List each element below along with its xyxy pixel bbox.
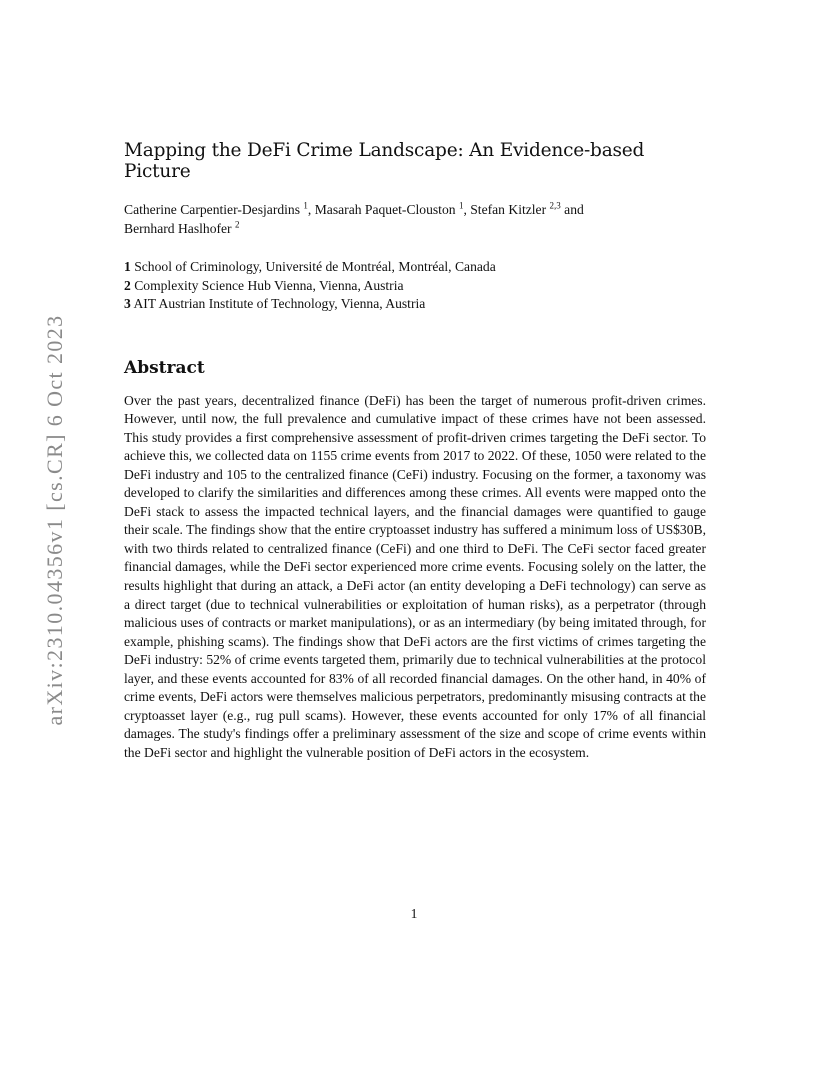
author-separator: ,: [307, 202, 315, 217]
affiliation-number: 3: [124, 296, 131, 311]
page-number: 1: [410, 906, 418, 921]
affiliation-text: School of Criminology, Université de Montréal, Montréal, Canada: [134, 259, 496, 274]
affiliation-text: AIT Austrian Institute of Technology, Vienna, Austria: [133, 296, 426, 311]
author-name: Stefan Kitzler: [470, 202, 547, 217]
author-list: [124, 200, 706, 238]
author-name: Masarah Paquet-Clouston: [314, 202, 456, 217]
author-name: Catherine Carpentier-Desjardins: [124, 202, 301, 217]
affiliation-list: [124, 258, 706, 314]
author-separator: ,: [463, 202, 471, 217]
author-affiliation-marker: 2: [234, 219, 240, 230]
author-separator: and: [560, 202, 584, 217]
arxiv-identifier-stamp: arXiv:2310.04356v1 [cs.CR] 6 Oct 2023: [42, 314, 67, 726]
affiliation-item: [124, 277, 706, 296]
author-name: Bernhard Haslhofer: [124, 221, 232, 236]
author-affiliation-marker: 1: [458, 200, 464, 211]
abstract-body: Over the past years, decentralized finance (DeFi) has been the target of numerous profit-driven crimes. However, until now, the full prevalence and cumulative impact of these crimes have not been assessed. This study provides a first comprehensive assessment of profit-driven crimes targeting the DeFi sector. To achieve this, we collected data on 1155 crime events from 2017 to 2022. Of these, 1050 were related to the DeFi industry and 105 to the centralized finance (CeFi) industry. Focusing on the former, a taxonomy was developed to clarify the similarities and differences among these crimes. All events were mapped onto the DeFi stack to assess the impacted technical layers, and the financial damages were quantified to gauge their scale. The findings show that the entire cryptoasset industry has suffered a minimum loss of US$30B, with two thirds related to centralized finance (CeFi) and one third to DeFi. The CeFi sector faced greater financial damages, while the DeFi sector experienced more crime events. Focusing solely on the latter, the results highlight that during an attack, a DeFi actor (an entity developing a DeFi technology) can serve as a direct target (due to technical vulnerabilities or exploitation of human risks), as a perpetrator (through malicious uses of contracts or market manipulations), or as an intermediary (by being imitated through, for example, phishing scams). The findings show that DeFi actors are the first victims of crimes targeting the DeFi industry: 52% of crime events targeted them, primarily due to technical vulnerabilities at the protocol layer, and these events accounted for 83% of all recorded financial damages. On the other hand, in 40% of crime events, DeFi actors were themselves malicious perpetrators, predominantly misusing contracts at the cryptoasset layer (e.g., rug pull scams). However, these events accounted for only 17% of all financial damages. The study's findings offer a preliminary assessment of the size and scope of crime events within the DeFi sector and highlight the vulnerable position of DeFi actors in the ecosystem.: [124, 392, 706, 760]
affiliation-number: 2: [124, 277, 131, 293]
affiliation-item: [124, 295, 706, 314]
affiliation-number: 1: [124, 259, 131, 274]
affiliation-text: Complexity Science Hub Vienna, Vienna, Austria: [134, 277, 404, 293]
affiliation-item: [124, 258, 706, 277]
author-affiliation-marker: 1: [303, 200, 308, 211]
abstract-heading: Abstract: [124, 357, 205, 378]
paper-front-matter: [124, 140, 706, 762]
paper-title: Mapping the DeFi Crime Landscape: An Evidence-based Picture: [124, 140, 645, 182]
author-affiliation-marker: 2,3: [549, 200, 561, 211]
